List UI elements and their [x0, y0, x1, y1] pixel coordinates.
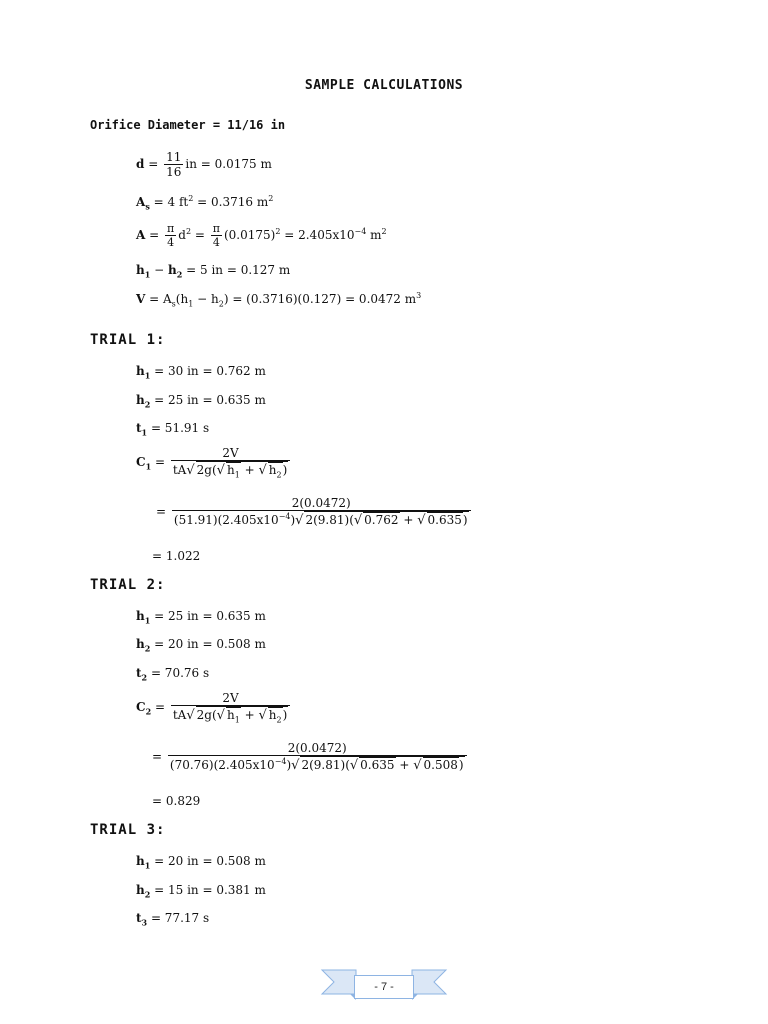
orifice-diameter-heading: Orifice Diameter = 11/16 in: [90, 118, 286, 132]
equation-head-difference: $h_1 - h_2 = 5$ in = 0.127 m: [136, 263, 291, 280]
trial-1-coefficient-formula: $C_1$ = $\frac{2V}{tA√ 2g(√ h_1 + √ h_2)}$: [136, 446, 292, 479]
equation-d: d = $\frac{11}{16}$ in = 0.0175 m: [136, 150, 272, 179]
equation-as: $A_s = 4$ $ft^2 = 0.3716$ $m^2$: [136, 194, 274, 212]
trial-2-heading: TRIAL 2:: [90, 577, 166, 593]
trial-2-coefficient-formula: $C_2$ = $\frac{2V}{tA√ 2g(√ h_1 + √ h_2)}$: [136, 691, 292, 724]
trial-2-h2: $h_2 = 20$ in = 0.508 m: [136, 637, 266, 654]
trial-3-h2: $h_2 = 15$ in = 0.381 m: [136, 883, 266, 900]
trial-1-result: = 1.022: [152, 549, 201, 563]
trial-1-time: $t_1 = 51.91$ s: [136, 421, 210, 438]
equation-a: A = $\frac{\pi}{4}$ $d^2$ = $\frac{\pi}{4}$ $(0.0175)^2 = 2.405x10^{-4}$ $m^2$: [136, 222, 387, 249]
trial-2-result: = 0.829: [152, 794, 201, 808]
page-number: - 7 -: [354, 975, 414, 999]
equation-volume: $V = A_s(h_1 - h_2) = (0.3716)(0.127) = 0.0472$ $m^3$: [136, 291, 422, 309]
trial-1-h2: $h_2 = 25$ in = 0.635 m: [136, 393, 266, 410]
trial-1-coefficient-substitution: = $\frac{2(0.0472)}{(51.91)(2.405x10^{-4})√ 2(9.81)(√ 0.762 + √ 0.635)}$: [156, 496, 473, 528]
trial-2-coefficient-substitution: = $\frac{2(0.0472)}{(70.76)(2.405x10^{-4})√ 2(9.81)(√ 0.635 + √ 0.508)}$: [152, 741, 469, 773]
trial-3-time: $t_3 = 77.17$ s: [136, 911, 210, 928]
trial-1-h1: $h_1 = 30$ in = 0.762 m: [136, 364, 266, 381]
trial-2-h1: $h_1 = 25$ in = 0.635 m: [136, 609, 266, 626]
trial-1-heading: TRIAL 1:: [90, 332, 166, 348]
trial-3-h1: $h_1 = 20$ in = 0.508 m: [136, 854, 266, 871]
trial-3-heading: TRIAL 3:: [90, 822, 166, 838]
page-title: SAMPLE CALCULATIONS: [304, 78, 464, 93]
trial-2-time: $t_2 = 70.76$ s: [136, 666, 210, 683]
